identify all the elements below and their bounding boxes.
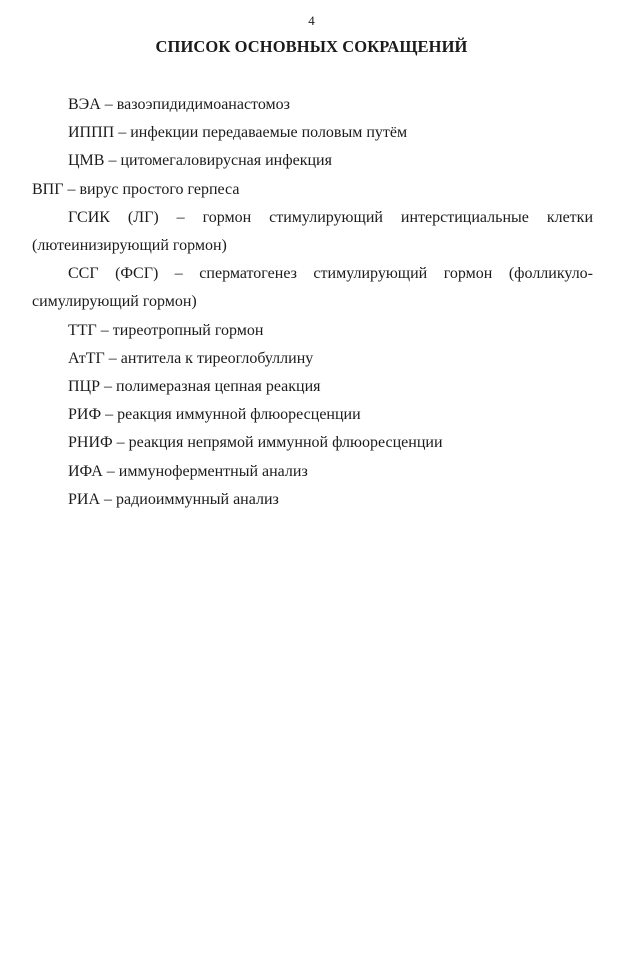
abbreviation-definition: реакция непрямой иммунной флюоресценции: [128, 434, 443, 452]
abbreviation-definition: радиоиммунный анализ: [116, 490, 279, 508]
abbreviation-entry: [32, 345, 593, 373]
abbreviation-entry: [32, 260, 593, 316]
abbreviation-term: АтТГ: [68, 349, 105, 367]
abbreviation-entry: [32, 317, 593, 345]
abbreviation-definition: вирус простого герпеса: [79, 180, 240, 198]
abbreviation-term: РИФ: [68, 406, 102, 424]
abbreviation-term: ГСИК (ЛГ): [68, 208, 159, 226]
abbreviation-term: ЦМВ: [68, 152, 105, 170]
abbreviation-definition: вазоэпидидимоанастомоз: [116, 96, 290, 113]
separator: –: [158, 208, 203, 226]
abbreviation-entry: [32, 147, 593, 175]
abbreviation-definition: антитела к тиреоглобуллину: [120, 349, 314, 367]
abbreviation-definition: иммуноферментный анализ: [118, 462, 308, 480]
abbreviation-term: ИФА: [68, 462, 103, 480]
separator: –: [102, 462, 119, 480]
abbreviation-term: РНИФ: [68, 434, 113, 452]
abbreviation-entry: [32, 458, 593, 486]
abbreviation-definition: реакция иммунной флюоресценции: [117, 406, 361, 424]
abbreviation-definition: полимеразная цепная реакция: [116, 378, 321, 396]
abbreviation-term: ВЭА: [68, 96, 101, 113]
abbreviation-entry: [32, 91, 593, 119]
abbreviation-term: ИППП: [68, 124, 115, 142]
abbreviation-definition: сперматогенез стимулирующий гормон (фолликуло-симулирующий гормон): [32, 265, 594, 311]
separator: –: [104, 152, 121, 170]
abbreviation-term: ПЦР: [68, 378, 101, 396]
separator: –: [114, 124, 131, 142]
separator: –: [100, 96, 117, 113]
separator: –: [101, 406, 118, 424]
abbreviation-term: ВПГ: [32, 180, 64, 198]
separator: –: [104, 349, 121, 367]
abbreviation-definition: инфекции передаваемые половым путём: [130, 124, 408, 142]
separator: –: [100, 378, 117, 396]
abbreviation-entry: [32, 401, 593, 429]
abbreviation-definition: гормон стимулирующий интерстициальные клетки (лютеинизирующий гормон): [32, 208, 593, 255]
separator: –: [112, 434, 129, 452]
separator: –: [96, 321, 113, 339]
abbreviation-entry: [32, 119, 593, 147]
page-number: 4: [308, 13, 315, 28]
separator: –: [100, 490, 117, 508]
abbreviation-entry: [32, 176, 593, 204]
abbreviation-definition: тиреотропный гормон: [112, 321, 264, 339]
page-title: СПИСОК ОСНОВНЫХ СОКРАЩЕНИЙ: [155, 37, 468, 56]
abbreviation-entry: [32, 486, 593, 514]
separator: –: [158, 265, 200, 283]
abbreviation-entry: [32, 204, 593, 260]
abbreviation-term: ТТГ: [68, 321, 97, 339]
abbreviation-definition: цитомегаловирусная инфекция: [120, 152, 332, 170]
separator: –: [63, 180, 80, 198]
abbreviation-entry: [32, 373, 593, 401]
abbreviation-term: ССГ (ФСГ): [68, 265, 159, 283]
abbreviation-entry: [32, 429, 593, 457]
abbreviation-term: РИА: [68, 490, 101, 508]
abbreviation-list: [32, 91, 593, 514]
